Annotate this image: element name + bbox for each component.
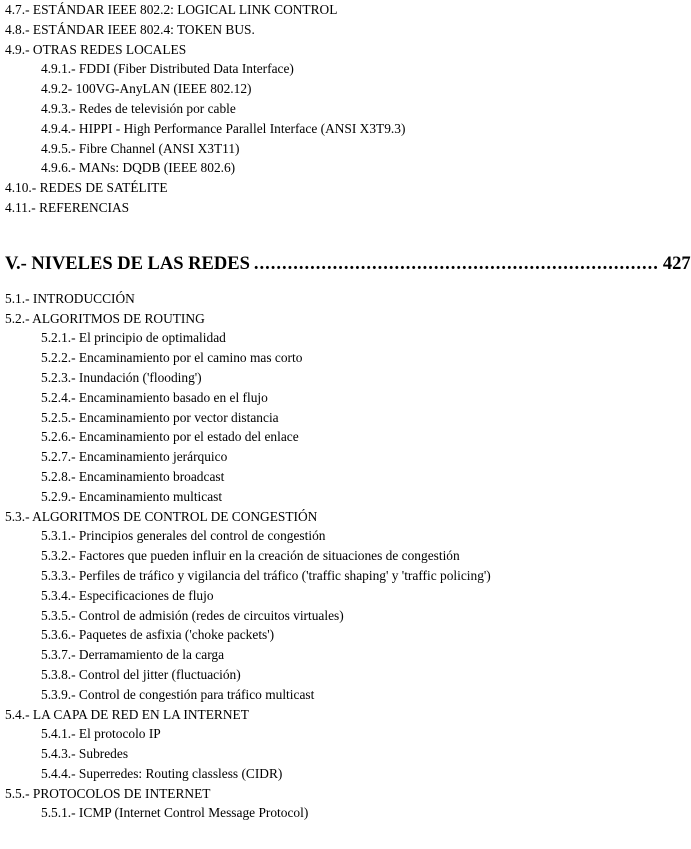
chapter-heading — [5, 249, 691, 279]
chapter-title: V.- NIVELES DE LAS REDES — [5, 253, 250, 274]
toc-subentry: 5.2.1.- El principio de optimalidad — [41, 330, 226, 346]
toc-subentry: 5.3.2.- Factores que pueden influir en la creación de situaciones de congestión — [41, 548, 460, 564]
toc-subentry: 5.3.3.- Perfiles de tráfico y vigilancia del tráfico ('traffic shaping' y 'traffic policing') — [41, 567, 491, 583]
toc-subentry: 5.2.9.- Encaminamiento multicast — [41, 488, 223, 504]
toc-entry: 4.7.- ESTÁNDAR IEEE 802.2: LOGICAL LINK CONTROL — [5, 2, 338, 17]
toc-subentry: 5.2.3.- Inundación ('flooding') — [41, 369, 202, 385]
chapter-gap — [5, 279, 600, 289]
toc-subentry: 5.3.1.- Principios generales del control de congestión — [41, 528, 326, 544]
toc-subentry: 4.9.1.- FDDI (Fiber Distributed Data Interface) — [41, 61, 294, 77]
toc-subentry: 5.2.4.- Encaminamiento basado en el flujo — [41, 389, 268, 405]
toc-entry: 5.5.- PROTOCOLOS DE INTERNET — [5, 785, 211, 801]
toc-entry: 5.4.- LA CAPA DE RED EN LA INTERNET — [5, 706, 249, 722]
toc-entry: 4.11.- REFERENCIAS — [5, 199, 130, 215]
toc-subentry: 5.5.1.- ICMP (Internet Control Message Protocol) — [41, 805, 309, 821]
toc-subentry: 5.3.6.- Paquetes de asfixia ('choke packets') — [41, 627, 275, 643]
toc-subentry: 5.2.7.- Encaminamiento jerárquico — [41, 449, 228, 465]
toc-subentry: 5.2.2.- Encaminamiento por el camino mas corto — [41, 350, 303, 366]
toc-subentry: 4.9.5.- Fibre Channel (ANSI X3T11) — [41, 140, 240, 156]
toc-subentry: 5.3.5.- Control de admisión (redes de circuitos virtuales) — [41, 607, 344, 623]
toc-entry: 5.2.- ALGORITMOS DE ROUTING — [5, 310, 205, 326]
toc-section-5-list — [5, 289, 600, 824]
toc-entry: 5.1.- INTRODUCCIÓN — [5, 290, 135, 306]
toc-subentry: 5.2.5.- Encaminamiento por vector distancia — [41, 409, 279, 425]
toc-subentry: 5.3.9.- Control de congestión para tráfico multicast — [41, 686, 315, 702]
toc-subentry: 5.2.6.- Encaminamiento por el estado del enlace — [41, 429, 299, 445]
toc-entry: 4.9.- OTRAS REDES LOCALES — [5, 41, 187, 57]
table-of-contents — [5, 0, 691, 823]
toc-subentry: 5.3.4.- Especificaciones de flujo — [41, 587, 214, 603]
toc-entry: 5.3.- ALGORITMOS DE CONTROL DE CONGESTIÓN — [5, 508, 318, 524]
toc-subentry: 5.3.7.- Derramamiento de la carga — [41, 647, 225, 663]
dot-leader: ........................................................................ — [253, 253, 659, 274]
toc-entry: 4.8.- ESTÁNDAR IEEE 802.4: TOKEN BUS. — [5, 21, 255, 37]
toc-entry: 4.10.- REDES DE SATÉLITE — [5, 180, 168, 196]
toc-subentry: 5.4.4.- Superredes: Routing classless (CIDR) — [41, 765, 283, 781]
toc-subentry: 5.4.1.- El protocolo IP — [41, 726, 161, 742]
toc-subentry: 5.4.3.- Subredes — [41, 746, 129, 762]
chapter-page-number: 427 — [662, 253, 691, 274]
toc-section-4-list — [5, 0, 600, 218]
section-gap — [5, 218, 600, 249]
toc-subentry: 4.9.4.- HIPPI - High Performance Parallel Interface (ANSI X3T9.3) — [41, 120, 406, 136]
toc-subentry: 5.2.8.- Encaminamiento broadcast — [41, 468, 225, 484]
toc-subentry: 5.3.8.- Control del jitter (fluctuación) — [41, 666, 241, 682]
toc-subentry: 4.9.3.- Redes de televisión por cable — [41, 100, 236, 116]
toc-subentry: 4.9.2- 100VG-AnyLAN (IEEE 802.12) — [41, 81, 252, 97]
toc-subentry: 4.9.6.- MANs: DQDB (IEEE 802.6) — [41, 160, 236, 176]
